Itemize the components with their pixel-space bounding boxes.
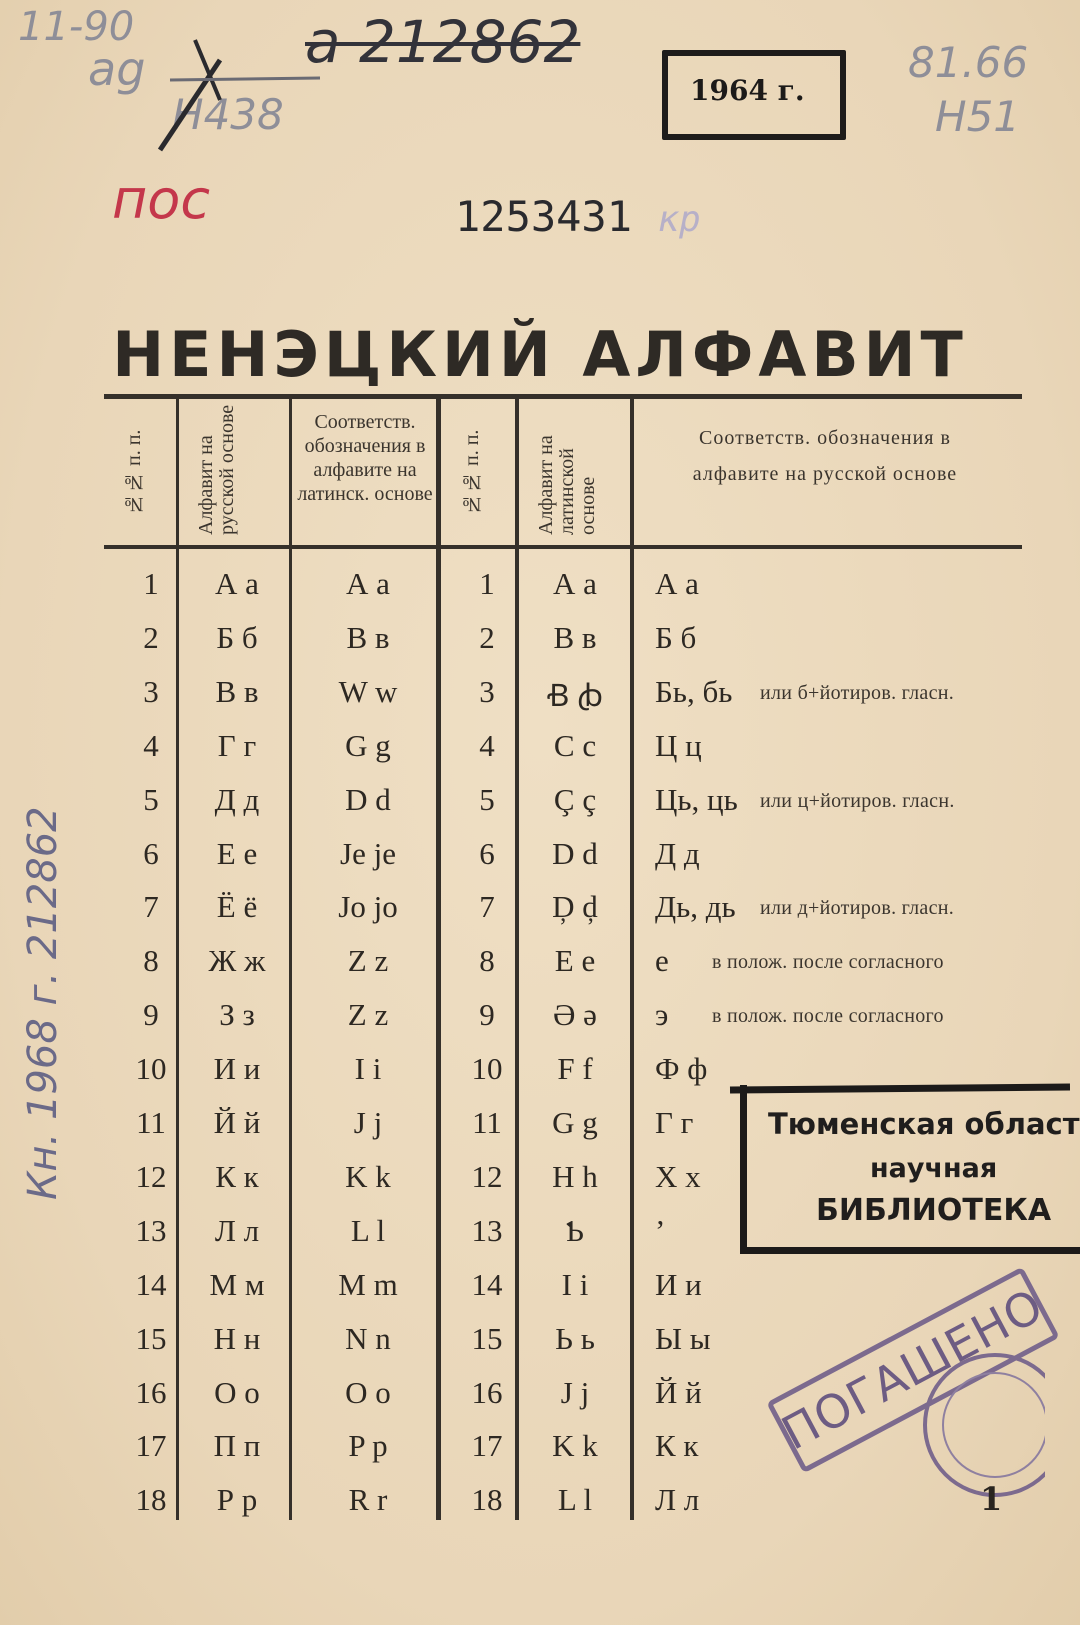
latin-equivalent: D d <box>345 782 391 817</box>
latin-equivalent: В в <box>346 620 390 655</box>
cancelled-stamp-text: ПОГАШЕНО <box>772 1277 1053 1461</box>
row-number-right: 10 <box>471 1051 503 1086</box>
latin-equivalent: L l <box>350 1213 386 1248</box>
row-number-left: 8 <box>143 943 159 978</box>
note-top-right-1: 81.66 <box>908 38 1029 87</box>
row-number-right: 15 <box>471 1321 503 1356</box>
latin-equivalent: I i <box>354 1051 382 1086</box>
row-number-left: 4 <box>143 728 159 763</box>
header-col5: Алфавит на латинской основе <box>535 435 599 535</box>
latin-letter: I i <box>561 1267 589 1302</box>
cyrillic-equivalent: ’ <box>655 1213 666 1248</box>
row-number-right: 4 <box>479 728 495 763</box>
row-number-right: 17 <box>471 1428 503 1463</box>
note-top-left-1: 11-90 <box>18 4 135 50</box>
page-number: 1 <box>980 1480 1003 1518</box>
latin-letter: G g <box>552 1105 598 1140</box>
cyrillic-equivalent: К к <box>655 1428 699 1463</box>
row-number-left: 14 <box>135 1267 167 1302</box>
latin-equivalent: Z z <box>347 997 389 1032</box>
latin-letter: Ç ç <box>553 782 597 817</box>
cyrillic-equivalent: Ы ы <box>655 1321 711 1356</box>
cyrillic-equivalent: Х х <box>655 1159 701 1194</box>
latin-letter: H h <box>552 1159 598 1194</box>
row-number-right: 3 <box>479 674 495 709</box>
row-number-left: 3 <box>143 674 159 709</box>
header-col6: Соответств. обозначения в алфавите на русской основе <box>692 427 958 485</box>
latin-equivalent: P p <box>348 1428 388 1463</box>
latin-letter: K k <box>552 1428 598 1463</box>
cyrillic-letter: М м <box>209 1267 265 1302</box>
col-divider-3 <box>436 398 441 1520</box>
cyrillic-letter: Б б <box>216 620 258 655</box>
cyrillic-equivalent: Б б <box>655 620 697 655</box>
latin-letter: D d <box>552 836 598 871</box>
inventory-suffix: кр <box>657 199 701 240</box>
row-number-left: 11 <box>136 1105 166 1140</box>
page-title: НЕНЭЦКИЙ АЛФАВИТ <box>112 318 968 391</box>
cyrillic-equivalent: Дь, дь <box>655 889 736 924</box>
row-number-right: 11 <box>472 1105 502 1140</box>
cyrillic-equivalent: Бь, бь <box>655 674 733 709</box>
cyrillic-letter: Й й <box>213 1105 261 1140</box>
cyrillic-letter: Г г <box>217 728 257 763</box>
latin-equivalent: K k <box>345 1159 391 1194</box>
table-top-rule <box>104 394 1022 399</box>
row-number-left: 13 <box>135 1213 167 1248</box>
row-number-left: 18 <box>135 1482 167 1517</box>
cyrillic-letter: О о <box>214 1375 260 1410</box>
latin-letter: А а <box>553 566 597 601</box>
cyrillic-equivalent: Л л <box>655 1482 700 1517</box>
cyrillic-equivalent: Г г <box>655 1105 694 1140</box>
latin-equivalent: M m <box>338 1267 398 1302</box>
row-number-left: 6 <box>143 836 159 871</box>
library-stamp-line2: научная <box>870 1153 998 1184</box>
cyrillic-letter: З з <box>219 997 255 1032</box>
header-col3: Соответств. обозначения в алфавите на латинск. основе <box>297 411 433 505</box>
cyrillic-letter: Е е <box>216 836 258 871</box>
cyrillic-letter: П п <box>213 1428 261 1463</box>
row-number-left: 5 <box>143 782 159 817</box>
note-top-center: а 212862 <box>305 8 581 76</box>
letter-note: в полож. после согласного <box>712 951 944 973</box>
cyrillic-equivalent: Й й <box>655 1375 702 1410</box>
row-number-right: 9 <box>479 997 495 1032</box>
row-number-right: 14 <box>471 1267 503 1302</box>
latin-equivalent: Z z <box>347 943 389 978</box>
latin-equivalent: O o <box>345 1375 391 1410</box>
latin-letter: С с <box>553 728 597 763</box>
latin-letter: Ꞗ ꞗ <box>547 678 603 713</box>
round-seal <box>895 1345 1045 1505</box>
latin-letter: Ь ь <box>555 1321 595 1356</box>
row-number-left: 1 <box>143 566 159 601</box>
library-stamp-line1: Тюменская област <box>768 1107 1080 1141</box>
header-col1: №№ п. п. <box>123 429 145 516</box>
row-number-left: 16 <box>135 1375 167 1410</box>
cyrillic-letter: К к <box>215 1159 259 1194</box>
latin-equivalent: Jo jo <box>338 889 398 924</box>
cyrillic-letter: Н н <box>213 1321 261 1356</box>
cyrillic-equivalent: И и <box>655 1267 702 1302</box>
latin-letter: Ḑ ḑ <box>552 889 598 924</box>
note-top-left-2: ag <box>88 42 146 96</box>
cyrillic-equivalent: Ф ф <box>655 1051 708 1086</box>
latin-letter: Ә ә <box>553 997 597 1032</box>
row-number-left: 15 <box>135 1321 167 1356</box>
cyrillic-letter: Ё ё <box>216 889 258 924</box>
letter-note: или ц+йотиров. гласн. <box>760 790 955 812</box>
row-number-right: 18 <box>471 1482 503 1517</box>
letter-note: или д+йотиров. гласн. <box>760 897 955 919</box>
cyrillic-equivalent: е <box>655 943 669 978</box>
row-number-right: 13 <box>471 1213 503 1248</box>
cyrillic-equivalent: Ць, ць <box>655 782 738 817</box>
table-header-rule <box>104 545 1022 549</box>
row-number-left: 10 <box>135 1051 167 1086</box>
inventory-number: 1253431 кр <box>455 192 701 241</box>
cyrillic-letter: А а <box>215 566 259 601</box>
cyrillic-letter: В в <box>215 674 259 709</box>
letter-note: или б+йотиров. гласн. <box>760 682 955 704</box>
latin-equivalent: J j <box>353 1105 383 1140</box>
row-number-left: 2 <box>143 620 159 655</box>
latin-letter: L l <box>557 1482 593 1517</box>
cyrillic-equivalent: э <box>655 997 669 1032</box>
cyrillic-letter: Р р <box>216 1482 258 1517</box>
row-number-right: 12 <box>471 1159 503 1194</box>
header-col4: №№ п. п. <box>461 429 483 516</box>
note-top-left-3: Н438 <box>172 90 284 139</box>
year-stamp-text: 1964 г. <box>690 74 805 107</box>
row-number-left: 7 <box>143 889 159 924</box>
letter-note: в полож. после согласного <box>712 1005 944 1027</box>
row-number-left: 9 <box>143 997 159 1032</box>
row-number-right: 6 <box>479 836 495 871</box>
row-number-left: 17 <box>135 1428 167 1463</box>
latin-equivalent: G g <box>345 728 391 763</box>
cyrillic-letter: Л л <box>214 1213 260 1248</box>
row-number-left: 12 <box>135 1159 167 1194</box>
latin-equivalent: W w <box>338 674 398 709</box>
cyrillic-letter: Ж ж <box>208 943 266 978</box>
latin-equivalent: Je je <box>340 836 396 871</box>
row-number-right: 7 <box>479 889 495 924</box>
latin-equivalent: R r <box>348 1482 388 1517</box>
cyrillic-equivalent: Д д <box>655 836 700 871</box>
latin-letter: Ƅ <box>566 1213 584 1248</box>
note-side-vertical: Кн. 1968 г. 212862 <box>20 806 66 1200</box>
row-number-right: 16 <box>471 1375 503 1410</box>
latin-letter: F f <box>557 1051 593 1086</box>
note-top-right-2: Н51 <box>935 92 1021 141</box>
cyrillic-letter: И и <box>213 1051 261 1086</box>
latin-letter: J j <box>560 1375 590 1410</box>
cyrillic-letter: Д д <box>214 782 260 817</box>
cyrillic-equivalent: Ц ц <box>655 728 702 763</box>
library-stamp <box>740 1085 1080 1265</box>
cyrillic-equivalent: А а <box>655 566 699 601</box>
note-red-pos: пос <box>112 168 211 231</box>
library-stamp-line3: БИБЛИОТЕКА <box>816 1193 1052 1228</box>
latin-equivalent: N n <box>345 1321 391 1356</box>
latin-equivalent: А а <box>346 566 390 601</box>
row-number-right: 1 <box>479 566 495 601</box>
latin-letter: В в <box>553 620 597 655</box>
latin-letter: Е е <box>554 943 596 978</box>
row-number-right: 2 <box>479 620 495 655</box>
row-number-right: 8 <box>479 943 495 978</box>
row-number-right: 5 <box>479 782 495 817</box>
year-stamp <box>662 50 846 140</box>
header-col2: Алфавит на русской основе <box>195 404 238 535</box>
